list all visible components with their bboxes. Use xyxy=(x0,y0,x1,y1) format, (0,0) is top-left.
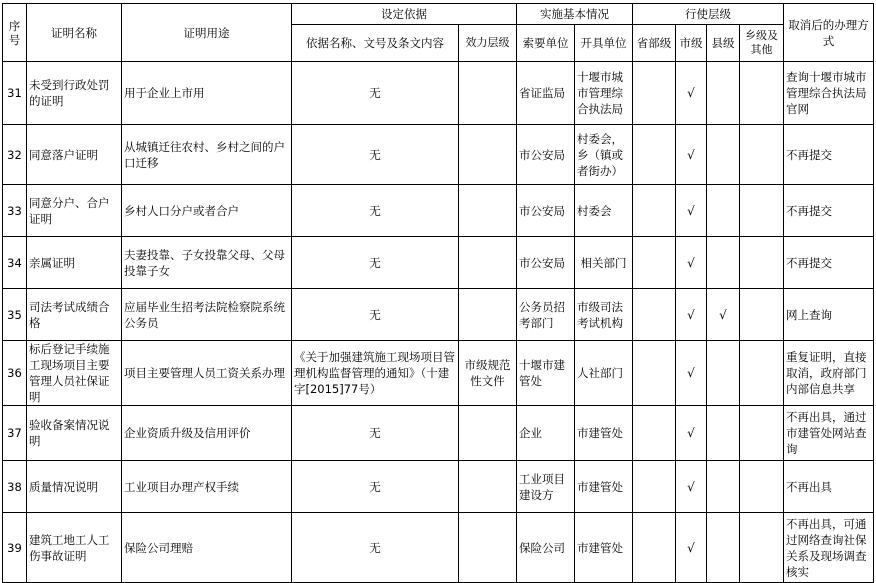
cell-issuer: 市建管处 xyxy=(575,513,633,583)
cell-method: 网上查询 xyxy=(784,289,874,341)
cell-requester: 公务员招考部门 xyxy=(517,289,575,341)
cell-name: 未受到行政处罚的证明 xyxy=(27,62,122,125)
cell-basis-doc: 无 xyxy=(292,289,459,341)
header-basis-doc: 依据名称、文号及条文内容 xyxy=(292,25,459,62)
cell-requester: 工业项目建设方 xyxy=(517,461,575,513)
cell-basis-level xyxy=(459,461,517,513)
table-row xyxy=(3,406,874,461)
cell-prov xyxy=(633,289,676,341)
cell-town xyxy=(740,185,784,237)
cell-method: 不再出具 xyxy=(784,461,874,513)
cell-name: 同意分户、合户证明 xyxy=(27,185,122,237)
cell-city: √ xyxy=(676,289,707,341)
cell-purpose: 乡村人口分户或者合户 xyxy=(122,185,292,237)
cell-name: 质量情况说明 xyxy=(27,461,122,513)
cell-issuer: 十堰市城市管理综合执法局 xyxy=(575,62,633,125)
cell-name: 建筑工地工人工伤事故证明 xyxy=(27,513,122,583)
cell-basis-doc: 无 xyxy=(292,185,459,237)
cell-town xyxy=(740,513,784,583)
cell-prov xyxy=(633,461,676,513)
cell-prov xyxy=(633,513,676,583)
cell-basis-level xyxy=(459,406,517,461)
cell-name: 标后登记手续施工现场项目主要管理人员社保证明 xyxy=(27,341,122,406)
table-row xyxy=(3,513,874,583)
cell-prov xyxy=(633,62,676,125)
cell-basis-level xyxy=(459,237,517,289)
cell-requester: 企业 xyxy=(517,406,575,461)
cell-requester: 市公安局 xyxy=(517,237,575,289)
header-county: 县级 xyxy=(707,25,740,62)
cell-city: √ xyxy=(676,237,707,289)
cell-method: 查询十堰市城市管理综合执法局官网 xyxy=(784,62,874,125)
cell-method: 不再提交 xyxy=(784,185,874,237)
cell-seq: 35 xyxy=(3,289,27,341)
cell-prov xyxy=(633,341,676,406)
table-row xyxy=(3,341,874,406)
table-row xyxy=(3,62,874,125)
cell-name: 司法考试成绩合格 xyxy=(27,289,122,341)
cell-prov xyxy=(633,406,676,461)
cell-purpose: 从城镇迁往农村、乡村之间的户口迁移 xyxy=(122,125,292,185)
certificate-table xyxy=(2,3,874,583)
cell-issuer: 市建管处 xyxy=(575,406,633,461)
cell-town xyxy=(740,406,784,461)
cell-city: √ xyxy=(676,513,707,583)
cell-basis-level xyxy=(459,62,517,125)
cell-basis-doc: 《关于加强建筑施工现场项目管理机构监督管理的通知》（十建字[2015]77号） xyxy=(292,341,459,406)
cell-county xyxy=(707,341,740,406)
cell-issuer: 人社部门 xyxy=(575,341,633,406)
cell-city: √ xyxy=(676,406,707,461)
cell-prov xyxy=(633,185,676,237)
cell-purpose: 夫妻投靠、子女投靠父母、父母投靠子女 xyxy=(122,237,292,289)
header-basis-group: 设定依据 xyxy=(292,4,517,25)
cell-method: 不再提交 xyxy=(784,125,874,185)
cell-requester: 省证监局 xyxy=(517,62,575,125)
cell-issuer: 市级司法考试机构 xyxy=(575,289,633,341)
cell-issuer: 村委会，乡（镇或者街办） xyxy=(575,125,633,185)
cell-seq: 34 xyxy=(3,237,27,289)
header-prov: 省部级 xyxy=(633,25,676,62)
cell-basis-doc: 无 xyxy=(292,125,459,185)
cell-purpose: 用于企业上市用 xyxy=(122,62,292,125)
table-row xyxy=(3,289,874,341)
cell-basis-level xyxy=(459,289,517,341)
cell-basis-doc: 无 xyxy=(292,62,459,125)
table-row xyxy=(3,185,874,237)
cell-basis-doc: 无 xyxy=(292,406,459,461)
header-requester: 索要单位 xyxy=(517,25,575,62)
cell-purpose: 保险公司理赔 xyxy=(122,513,292,583)
cell-county xyxy=(707,406,740,461)
table-row xyxy=(3,125,874,185)
cell-issuer: 相关部门 xyxy=(575,237,633,289)
cell-prov xyxy=(633,125,676,185)
cell-purpose: 项目主要管理人员工资关系办理 xyxy=(122,341,292,406)
cell-basis-doc: 无 xyxy=(292,237,459,289)
cell-city: √ xyxy=(676,341,707,406)
header-admin-group: 行使层级 xyxy=(633,4,784,25)
cell-requester: 十堰市建管处 xyxy=(517,341,575,406)
cell-town xyxy=(740,125,784,185)
header-town: 乡级及其他 xyxy=(740,25,784,62)
cell-name: 验收备案情况说明 xyxy=(27,406,122,461)
cell-basis-level: 市级规范性文件 xyxy=(459,341,517,406)
cell-county xyxy=(707,461,740,513)
cell-prov xyxy=(633,237,676,289)
cell-seq: 33 xyxy=(3,185,27,237)
cell-county: √ xyxy=(707,289,740,341)
cell-city: √ xyxy=(676,62,707,125)
cell-county xyxy=(707,237,740,289)
cell-method: 不再提交 xyxy=(784,237,874,289)
cell-county xyxy=(707,125,740,185)
cell-method: 不再出具，通过市建管处网站查询 xyxy=(784,406,874,461)
cell-requester: 市公安局 xyxy=(517,125,575,185)
cell-city: √ xyxy=(676,461,707,513)
header-method: 取消后的办理方式 xyxy=(784,4,874,62)
header-basis-level: 效力层级 xyxy=(459,25,517,62)
cell-basis-level xyxy=(459,125,517,185)
header-impl-group: 实施基本情况 xyxy=(517,4,633,25)
cell-town xyxy=(740,289,784,341)
header-seq: 序号 xyxy=(3,4,27,62)
cell-seq: 32 xyxy=(3,125,27,185)
table-row xyxy=(3,461,874,513)
cell-city: √ xyxy=(676,185,707,237)
cell-basis-level xyxy=(459,185,517,237)
cell-seq: 36 xyxy=(3,341,27,406)
cell-basis-level xyxy=(459,513,517,583)
cell-name: 亲属证明 xyxy=(27,237,122,289)
cell-method: 重复证明，直接取消，政府部门内部信息共享 xyxy=(784,341,874,406)
header-name: 证明名称 xyxy=(27,4,122,62)
cell-purpose: 工业项目办理产权手续 xyxy=(122,461,292,513)
cell-town xyxy=(740,237,784,289)
cell-issuer: 市建管处 xyxy=(575,461,633,513)
cell-seq: 39 xyxy=(3,513,27,583)
cell-county xyxy=(707,62,740,125)
cell-method: 不再出具，可通过网络查询社保关系及现场调查核实 xyxy=(784,513,874,583)
cell-basis-doc: 无 xyxy=(292,513,459,583)
cell-requester: 市公安局 xyxy=(517,185,575,237)
cell-town xyxy=(740,461,784,513)
table-row xyxy=(3,237,874,289)
cell-issuer: 村委会 xyxy=(575,185,633,237)
cell-seq: 37 xyxy=(3,406,27,461)
cell-town xyxy=(740,62,784,125)
cell-requester: 保险公司 xyxy=(517,513,575,583)
cell-city: √ xyxy=(676,125,707,185)
cell-purpose: 应届毕业生招考法院检察院系统公务员 xyxy=(122,289,292,341)
header-city: 市级 xyxy=(676,25,707,62)
cell-basis-doc: 无 xyxy=(292,461,459,513)
cell-purpose: 企业资质升级及信用评价 xyxy=(122,406,292,461)
header-purpose: 证明用途 xyxy=(122,4,292,62)
cell-county xyxy=(707,513,740,583)
cell-name: 同意落户证明 xyxy=(27,125,122,185)
cell-seq: 31 xyxy=(3,62,27,125)
cell-seq: 38 xyxy=(3,461,27,513)
cell-town xyxy=(740,341,784,406)
cell-county xyxy=(707,185,740,237)
header-issuer: 开具单位 xyxy=(575,25,633,62)
